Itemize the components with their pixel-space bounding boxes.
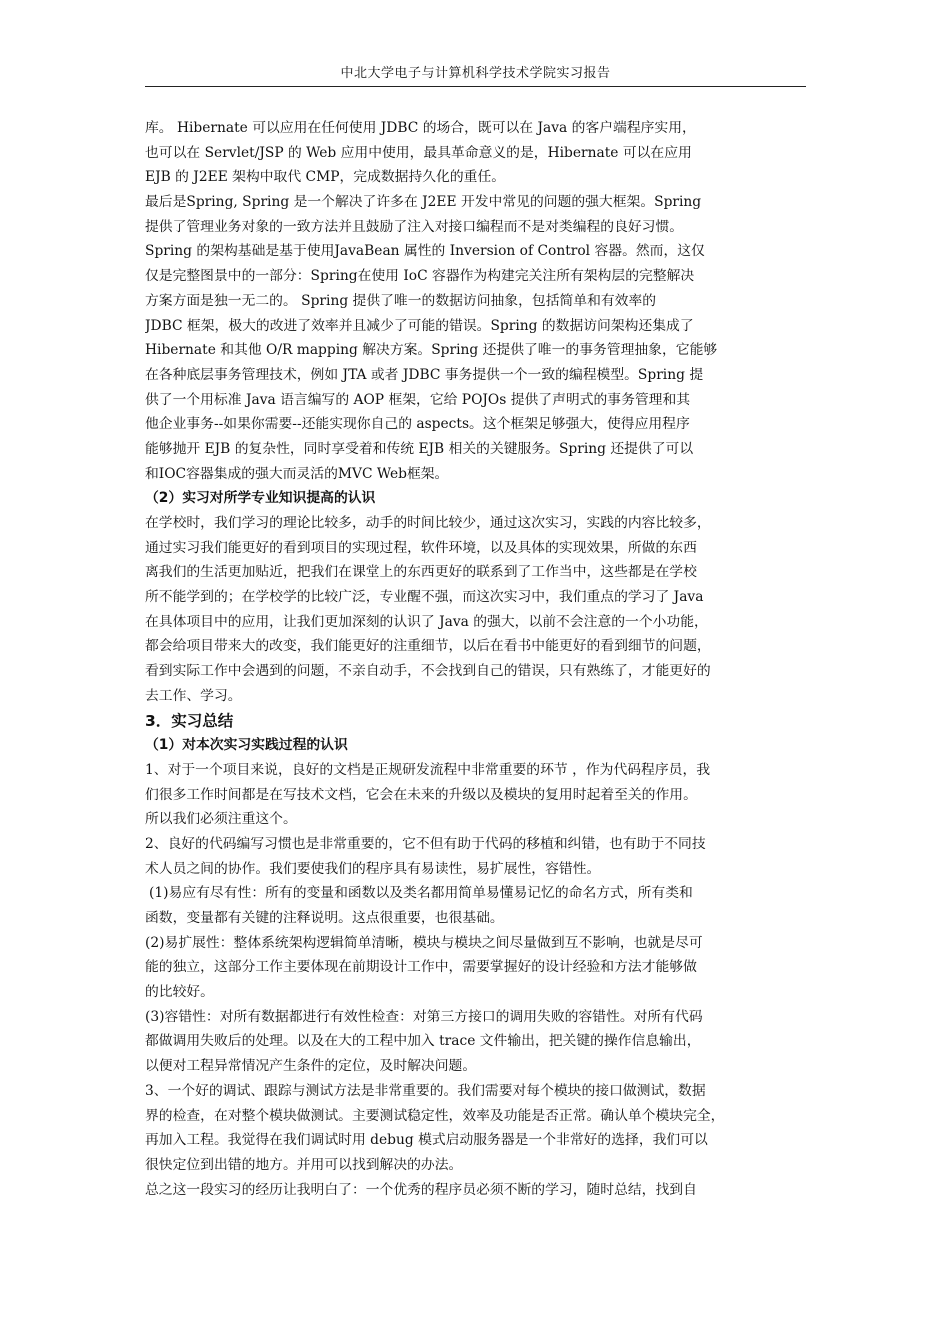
text-line: 他企业事务--如果你需要--还能实现你自己的 aspects。这个框架足够强大，使得应用程序 [145, 416, 690, 433]
text-line: 库。 Hibernate 可以应用在任何使用 JDBC 的场合，既可以在 Java 的客户端程序实用， [145, 120, 696, 136]
text-line: 总之这一段实习的经历让我明白了：一个优秀的程序员必须不断的学习，随时总结，找到自 [145, 1181, 697, 1198]
text-line: 再加入工程。我觉得在我们调试时用 debug 模式启动服务器是一个非常好的选择，我们可以 [145, 1132, 708, 1149]
section-heading: （1）对本次实习实践过程的认识 [145, 737, 348, 754]
text-line: 界的检查，在对整个模块做测试。主要测试稳定性，效率及功能是否正常。确认单个模块完全， [145, 1107, 725, 1124]
text-line: 2、良好的代码编写习惯也是非常重要的，它不但有助于代码的移植和纠错，也有助于不同技 [145, 835, 706, 852]
text-line: Spring 的架构基础是基于使用JavaBean 属性的 Inversion of Control 容器。然而，这仅 [145, 243, 705, 260]
text-line: 术人员之间的协作。我们要使我们的程序具有易读性，易扩展性，容错性。 [145, 860, 601, 877]
text-line: 1、对于一个项目来说，良好的文档是正规研发流程中非常重要的环节 ，作为代码程序员，我 [145, 761, 711, 778]
text-line: Hibernate 和其他 O/R mapping 解决方案。Spring 还提供了唯一的事务管理抽象，它能够 [145, 342, 718, 359]
text-line: (1)易应有尽有性：所有的变量和函数以及类名都用简单易懂易记忆的命名方式，所有类和 [149, 885, 693, 902]
text-line: 都做调用失败后的处理。以及在大的工程中加入 trace 文件输出，把关键的操作信息输出， [145, 1033, 701, 1050]
page-header-title: 中北大学电子与计算机科学技术学院实习报告 [340, 66, 611, 81]
text-line: 最后是Spring, Spring 是一个解决了许多在 J2EE 开发中常见的问题的强大框架。Spring [145, 194, 702, 211]
text-line: 所以我们必须注重这个。 [145, 811, 297, 828]
text-line: 在学校时，我们学习的理论比较多，动手的时间比较少，通过这次实习，实践的内容比较多， [145, 515, 711, 531]
text-line: 提供了管理业务对象的一致方法并且鼓励了注入对接口编程而不是对类编程的良好习惯。 [145, 218, 684, 235]
text-line: 通过实习我们能更好的看到项目的实现过程，软件环境，以及具体的实现效果，所做的东西 [145, 539, 697, 556]
text-line: 以便对工程异常情况产生条件的定位，及时解决问题。 [145, 1058, 477, 1075]
text-line: 3、一个好的调试、跟踪与测试方法是非常重要的。我们需要对每个模块的接口做测试，数据 [145, 1082, 706, 1099]
text-line: 所不能学到的；在学校学的比较广泛，专业醒不强，而这次实习中，我们重点的学习了 Java [145, 589, 704, 606]
text-line: 和IOC容器集成的强大而灵活的MVC Web框架。 [145, 465, 449, 482]
text-line: 能的独立，这部分工作主要体现在前期设计工作中，需要掌握好的设计经验和方法才能够做 [145, 959, 697, 976]
text-line: 都会给项目带来大的改变，我们能更好的注重细节，以后在看书中能更好的看到细节的问题， [145, 638, 711, 655]
text-line: 也可以在 Servlet/JSP 的 Web 应用中使用，最具革命意义的是，Hibernate 可以在应用 [145, 144, 692, 161]
text-line: 在具体项目中的应用，让我们更加深刻的认识了 Java 的强大，以前不会注意的一个小功能， [145, 613, 708, 630]
section-heading: （2）实习对所学专业知识提高的认识 [145, 490, 376, 507]
text-line: 能够抛开 EJB 的复杂性，同时享受着和传统 EJB 相关的关键服务。Spring 还提供了可以 [145, 440, 694, 457]
header-divider [145, 86, 806, 87]
text-line: 离我们的生活更加贴近，把我们在课堂上的东西更好的联系到了工作当中，这些都是在学校 [145, 564, 697, 581]
text-line: 仅是完整图景中的一部分：Spring在使用 IoC 容器作为构建完关注所有架构层的完整解决 [145, 268, 695, 285]
text-line: 在各种底层事务管理技术，例如 JTA 或者 JDBC 事务提供一个一致的编程模型。Spring 提 [145, 366, 704, 383]
text-line: 们很多工作时间都是在写技术文档，它会在未来的升级以及模块的复用时起着至关的作用。 [145, 786, 697, 803]
text-line: (2)易扩展性：整体系统架构逻辑简单清晰，模块与模块之间尽量做到互不影响，也就是尽可 [145, 934, 703, 951]
section-title: 3．实习总结 [145, 711, 234, 730]
text-line: 方案方面是独一无二的。 Spring 提供了唯一的数据访问抽象，包括简单和有效率的 [145, 292, 657, 309]
text-line: 供了一个用标准 Java 语言编写的 AOP 框架，它给 POJOs 提供了声明式的事务管理和其 [145, 391, 691, 408]
text-line: 的比较好。 [145, 984, 214, 1001]
text-line: EJB 的 J2EE 架构中取代 CMP，完成数据持久化的重任。 [145, 169, 506, 186]
text-line: 函数，变量都有关键的注释说明。这点很重要，也很基础。 [145, 910, 504, 926]
text-line: 去工作、学习。 [145, 687, 242, 704]
body-text [145, 116, 809, 1202]
text-line: 看到实际工作中会遇到的问题，不亲自动手，不会找到自己的错误，只有熟练了，才能更好的 [145, 663, 711, 680]
text-line: JDBC 框架，极大的改进了效率并且减少了可能的错误。Spring 的数据访问架构还集成了 [145, 317, 694, 334]
text-line: (3)容错性：对所有数据都进行有效性检查：对第三方接口的调用失败的容错性。对所有代码 [145, 1008, 703, 1025]
text-line: 很快定位到出错的地方。并用可以找到解决的办法。 [145, 1156, 463, 1173]
